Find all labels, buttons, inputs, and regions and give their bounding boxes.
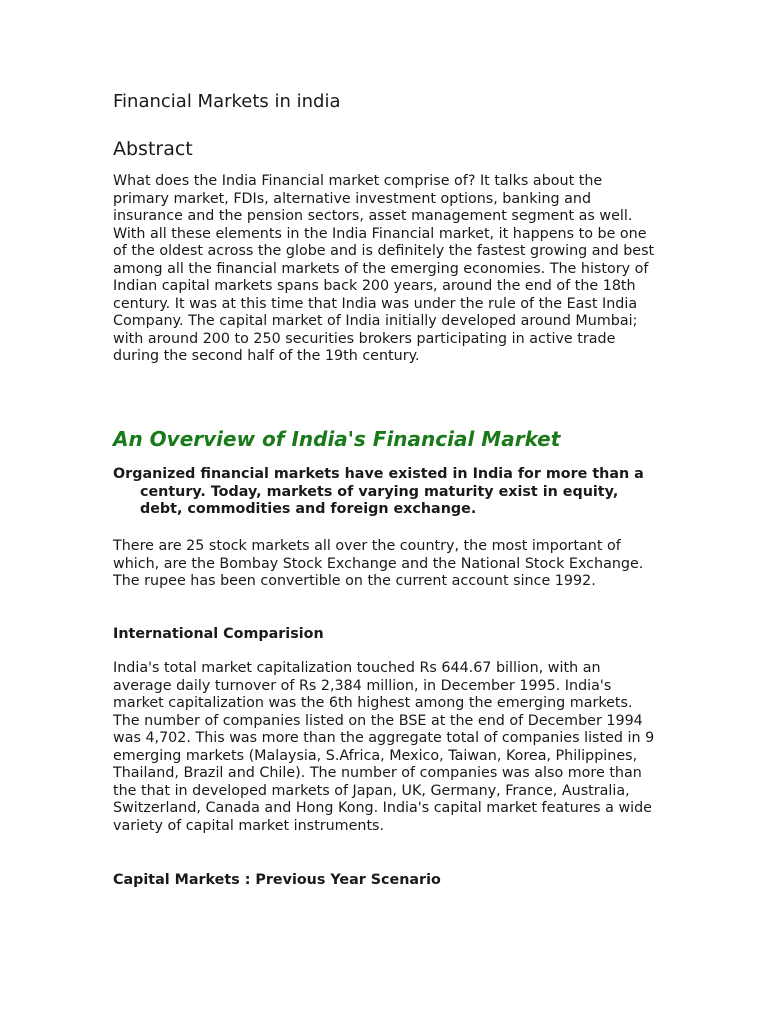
overview-heading: An Overview of India's Financial Market	[113, 427, 561, 451]
abstract-paragraph: What does the India Financial market comprise of? It talks about the primary market, FDIs, alternative investment options, banking and insurance and the pension sectors, asset management segment as well. With all these elements in the India Financial market, it happens to be one of the oldest across the globe and is definitely the fastest growing and best among all the financial markets of the emerging economies. The history of Indian capital markets spans back 200 years, around the end of the 18th century. It was at this time that India was under the rule of the East India Company. The capital market of India initially developed around Mumbai; with around 200 to 250 securities brokers participating in active trade during the second half of the 19th century.	[113, 173, 655, 365]
international-comparison-heading: International Comparision	[113, 626, 324, 642]
document-title: Financial Markets in india	[113, 91, 341, 112]
international-comparison-paragraph: India's total market capitalization touched Rs 644.67 billion, with an average daily turnover of Rs 2,384 million, in December 1995. India's market capitalization was the 6th highest among the emerging markets. The number of companies listed on the BSE at the end of December 1994 was 4,702. This was more than the aggregate total of companies listed in 9 emerging markets (Malaysia, S.Africa, Mexico, Taiwan, Korea, Philippines, Thailand, Brazil and Chile). The number of companies was also more than the that in developed markets of Japan, UK, Germany, France, Australia, Switzerland, Canada and Hong Kong. India's capital market features a wide variety of capital market instruments.	[113, 660, 655, 834]
capital-markets-heading: Capital Markets : Previous Year Scenario	[113, 872, 441, 888]
abstract-heading: Abstract	[113, 138, 193, 160]
stock-markets-paragraph: There are 25 stock markets all over the country, the most important of which, are the Bombay Stock Exchange and the National Stock Exchange. The rupee has been convertible on the current account since 1992.	[113, 538, 644, 590]
overview-lead-paragraph: Organized financial markets have existed in India for more than a century. Today, markets of varying maturity exist in equity, debt, commodities and foreign exchange.	[113, 466, 644, 518]
